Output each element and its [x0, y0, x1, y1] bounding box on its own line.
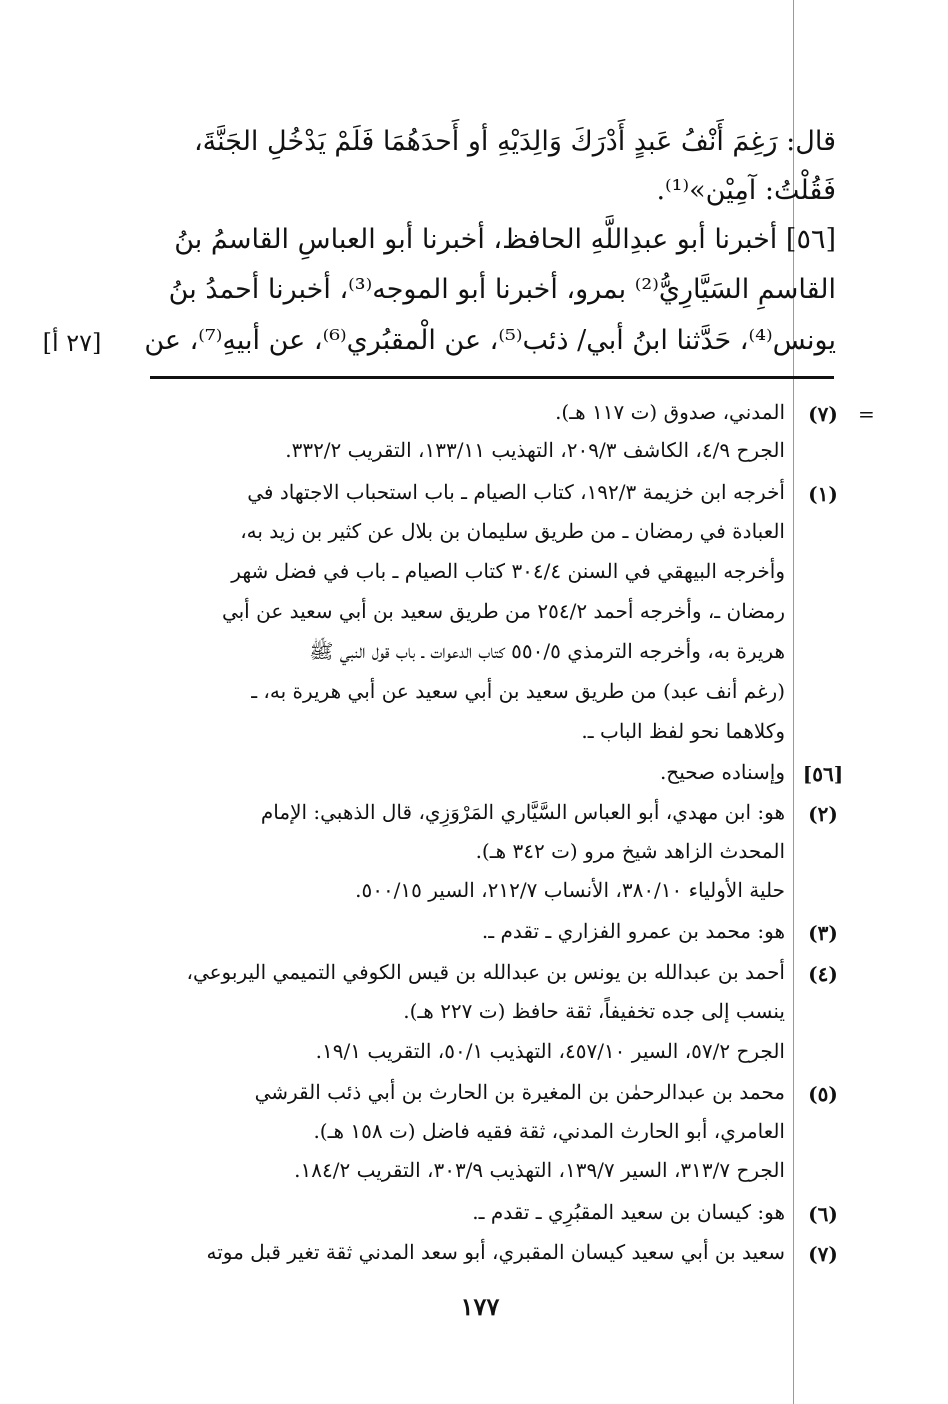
footnote-line: أخرجه ابن خزيمة ١٩٢/٣، كتاب الصيام ـ باب استحباب الاجتهاد في	[247, 480, 785, 504]
footnote-number: (٧)	[808, 402, 838, 426]
footnote-number: [٥٦]	[802, 762, 844, 786]
footnote-line: (رغم أنف عبد) من طريق سعيد بن أبي سعيد عن أبي هريرة به، ـ	[251, 679, 785, 703]
folio-margin-note: [٢٧ أ]	[42, 329, 102, 357]
vertical-guide-line	[793, 0, 794, 1404]
footnote-line: الجرح ٣١٣/٧، السير ١٣٩/٧، التهذيب ٣٠٣/٩، التقريب ١٨٤/٢.	[294, 1158, 785, 1182]
footnote-line: ينسب إلى جده تخفيفاً، ثقة حافظ (ت ٢٢٧ هـ).	[403, 999, 785, 1023]
main-text-line: قال: رَغِمَ أَنْفُ عَبدٍ أَدْرَكَ وَالِدَيْهِ أو أَحدَهُمَا فَلَمْ يَدْخُلِ الجَنَّةَ،	[193, 126, 836, 157]
footnote-number: (٢)	[808, 802, 838, 826]
footnote-number: (٣)	[808, 921, 838, 945]
footnote-line: أحمد بن عبدالله بن يونس بن عبدالله بن قيس الكوفي التميمي اليربوعي،	[186, 960, 785, 984]
footnote-number: (٥)	[808, 1082, 838, 1106]
main-text-line: يونس⁽⁴⁾، حَدَّثنا ابنُ أبي/ ذئب⁽⁵⁾، عن الْمقبُري⁽⁶⁾، عن أبيهِ⁽⁷⁾، عن	[144, 325, 836, 356]
footnote-line: هو: محمد بن عمرو الفزاري ـ تقدم ـ.	[481, 919, 785, 943]
footnote-line: وإسناده صحيح.	[659, 760, 785, 784]
footnote-number: (١)	[808, 482, 838, 506]
footnote-line: سعيد بن أبي سعيد كيسان المقبري، أبو سعد المدني ثقة تغير قبل موته	[206, 1240, 785, 1264]
footnote-line: رمضان ـ، وأخرجه أحمد ٢٥٤/٢ من طريق سعيد بن أبي سعيد عن أبي	[221, 599, 785, 623]
footnote-line: الجرح ٤/٩، الكاشف ٢٠٩/٣، التهذيب ١٣٣/١١، التقريب ٣٣٢/٢.	[285, 438, 785, 462]
page-number: ١٧٧	[460, 1292, 500, 1321]
footnote-number: (٦)	[808, 1202, 838, 1226]
footnote-number: (٤)	[808, 962, 838, 986]
footnote-line: هو: ابن مهدي، أبو العباس السَّيَّاري المَرْوَزِي، قال الذهبي: الإمام	[260, 800, 785, 824]
footnote-line: حلية الأولياء ٣٨٠/١٠، الأنساب ٢١٢/٧، السير ٥٠٠/١٥.	[355, 878, 785, 902]
main-text-line: [٥٦] أخبرنا أبو عبدِاللَّهِ الحافظ، أخبرنا أبو العباسِ القاسمُ بنُ	[174, 224, 836, 255]
footnote-line: العبادة في رمضان ـ من طريق سليمان بن بلال عن كثير بن زيد به،	[240, 519, 785, 543]
footnote-line: المحدث الزاهد شيخ مرو (ت ٣٤٢ هـ).	[475, 839, 785, 863]
footnote-line: الجرح ٥٧/٢، السير ٤٥٧/١٠، التهذيب ٥٠/١، التقريب ١٩/١.	[315, 1039, 785, 1063]
main-text-line: القاسمِ السَيَّارِيُّ⁽²⁾ بمرو، أخبرنا أبو الموجه⁽³⁾، أخبرنا أحمدُ بنُ	[168, 274, 836, 305]
footnote-separator	[150, 376, 834, 379]
footnote-line: وأخرجه البيهقي في السنن ٣٠٤/٤ كتاب الصيام ـ باب في فضل شهر	[231, 559, 785, 583]
footnote-line: العامري، أبو الحارث المدني، ثقة فقيه فاضل (ت ١٥٨ هـ).	[313, 1119, 785, 1143]
footnote-line: وكلاهما نحو لفظ الباب ـ.	[581, 719, 785, 743]
footnote-line: هو: كيسان بن سعيد المقبُرِي ـ تقدم ـ.	[472, 1200, 785, 1224]
footnote-line: هريرة به، وأخرجه الترمذي ٥٥٠/٥ كتاب الدعوات ـ باب قول النبي ﷺ	[309, 639, 785, 663]
footnote-number: (٧)	[808, 1242, 838, 1266]
continuation-mark: =	[858, 402, 875, 426]
footnote-line: محمد بن عبدالرحمٰن بن المغيرة بن الحارث بن أبي ذئب القرشي	[254, 1080, 785, 1104]
main-text-line: فَقُلْتُ: آمِيْن»⁽¹⁾.	[656, 175, 836, 206]
footnote-line: المدني، صدوق (ت ١١٧ هـ).	[555, 400, 785, 424]
